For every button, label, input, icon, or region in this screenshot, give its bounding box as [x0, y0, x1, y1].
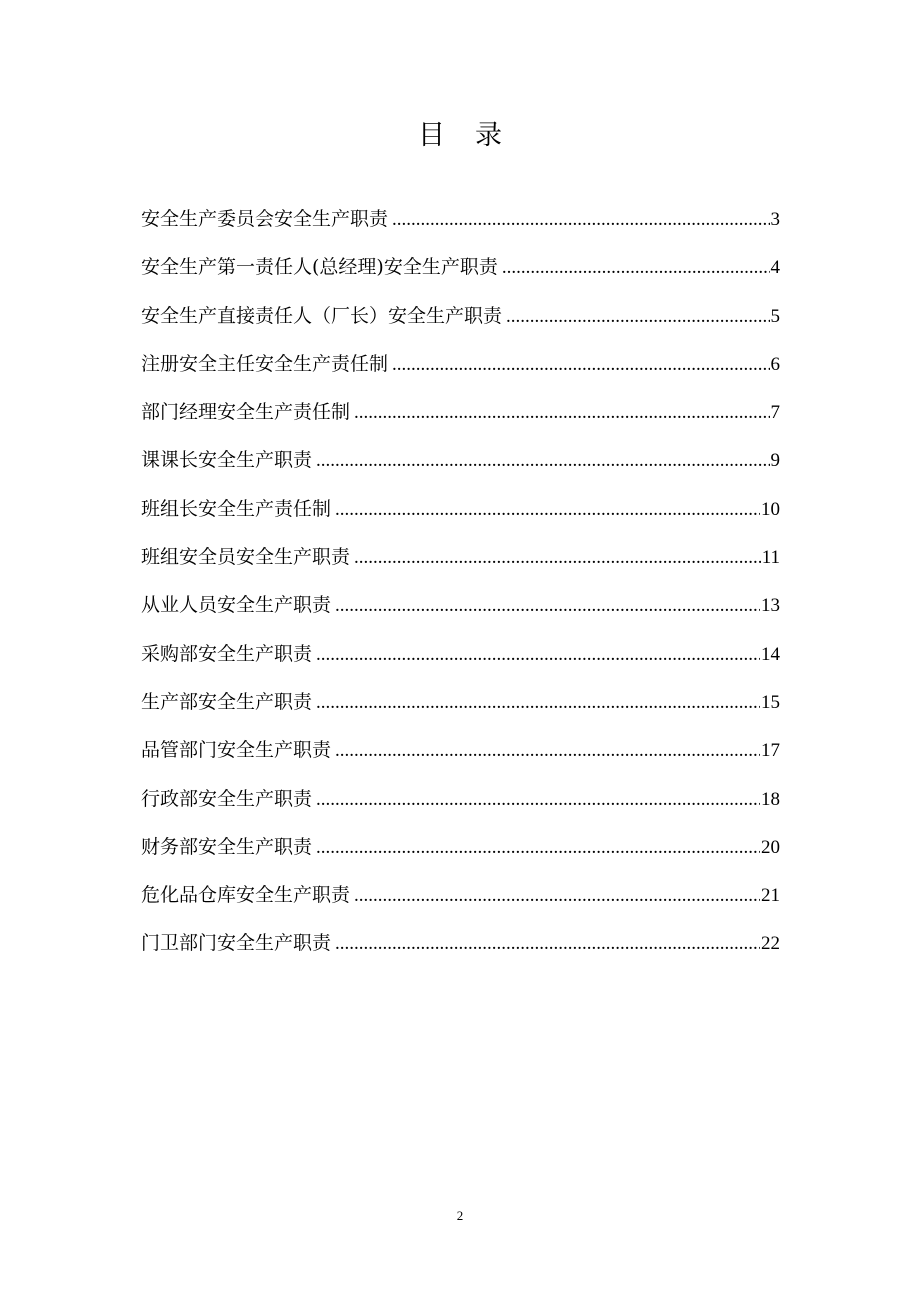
toc-entry-title[interactable]: 部门经理安全生产责任制: [141, 401, 351, 424]
toc-entry[interactable]: [141, 494, 780, 542]
dot-leader: [502, 252, 770, 282]
toc-entry-title[interactable]: 财务部安全生产职责: [141, 835, 313, 858]
toc-entry[interactable]: [141, 349, 780, 397]
toc-entry-title[interactable]: 危化品仓库安全生产职责: [141, 884, 351, 907]
toc-entry[interactable]: [141, 880, 780, 928]
toc-entry-page[interactable]: 22: [761, 933, 780, 955]
toc-entry-page[interactable]: 5: [770, 305, 780, 327]
toc-entry-title[interactable]: 品管部门安全生产职责: [141, 739, 332, 762]
toc-entry-page[interactable]: 6: [770, 353, 780, 375]
toc-entry[interactable]: [141, 687, 780, 735]
dot-leader: [335, 590, 760, 620]
toc-entry[interactable]: [141, 639, 780, 687]
page-title: [0, 116, 920, 156]
title-char-1: 目: [418, 120, 445, 151]
toc-entry-title[interactable]: 行政部安全生产职责: [141, 787, 313, 810]
dot-leader: [335, 928, 760, 958]
toc-entry[interactable]: [141, 301, 780, 349]
page-number: 2: [456, 1208, 464, 1223]
toc-entry[interactable]: [141, 928, 780, 976]
dot-leader: [316, 445, 769, 475]
toc-entry[interactable]: [141, 204, 780, 252]
toc-entry[interactable]: [141, 542, 780, 590]
toc-entry-title[interactable]: 注册安全主任安全生产责任制: [141, 352, 389, 375]
toc-entry-title[interactable]: 门卫部门安全生产职责: [141, 932, 332, 955]
toc-entry-page[interactable]: 7: [770, 402, 780, 424]
toc-entry-page[interactable]: 21: [761, 885, 780, 907]
toc-entry-title[interactable]: 生产部安全生产职责: [141, 690, 313, 713]
dot-leader: [392, 204, 769, 234]
dot-leader: [392, 349, 769, 379]
toc-entry-title[interactable]: 安全生产直接责任人（厂长）安全生产职责: [141, 304, 503, 327]
toc-entry-page[interactable]: 13: [761, 595, 780, 617]
toc-entry-page[interactable]: 11: [761, 547, 780, 569]
dot-leader: [316, 832, 760, 862]
toc-entry-title[interactable]: 采购部安全生产职责: [141, 642, 313, 665]
toc-entry-page[interactable]: 3: [770, 209, 780, 230]
toc-entry[interactable]: [141, 784, 780, 832]
toc-entry-title[interactable]: 课课长安全生产职责: [141, 449, 313, 472]
dot-leader: [354, 542, 761, 572]
toc-entry-page[interactable]: 10: [761, 498, 780, 520]
toc-entry[interactable]: [141, 735, 780, 783]
toc-entry-title[interactable]: 班组安全员安全生产职责: [141, 546, 351, 569]
toc-entry[interactable]: [141, 590, 780, 638]
dot-leader: [354, 880, 760, 910]
toc-entry-title[interactable]: 安全生产委员会安全生产职责: [141, 208, 389, 230]
dot-leader: [354, 397, 769, 427]
dot-leader: [316, 687, 760, 717]
toc-entry-page[interactable]: 4: [770, 257, 780, 279]
toc-entry-page[interactable]: 9: [770, 450, 780, 472]
dot-leader: [335, 494, 760, 524]
dot-leader: [316, 784, 760, 814]
toc-entry-title[interactable]: 安全生产第一责任人(总经理)安全生产职责: [141, 256, 498, 279]
toc-entry-title[interactable]: 从业人员安全生产职责: [141, 594, 332, 617]
toc-entry[interactable]: [141, 832, 780, 880]
toc-entry[interactable]: [141, 252, 780, 300]
toc-entry[interactable]: [141, 397, 780, 445]
toc-entry-page[interactable]: 14: [761, 643, 780, 665]
title-char-2: 录: [475, 120, 502, 151]
toc-entry[interactable]: [141, 445, 780, 493]
table-of-contents: [141, 204, 780, 977]
dot-leader: [316, 639, 760, 669]
dot-leader: [335, 735, 760, 765]
toc-entry-page[interactable]: 20: [761, 836, 780, 858]
dot-leader: [506, 301, 769, 331]
toc-entry-page[interactable]: 15: [761, 691, 780, 713]
toc-entry-page[interactable]: 17: [761, 740, 780, 762]
toc-entry-title[interactable]: 班组长安全生产责任制: [141, 497, 332, 520]
toc-entry-page[interactable]: 18: [761, 788, 780, 810]
